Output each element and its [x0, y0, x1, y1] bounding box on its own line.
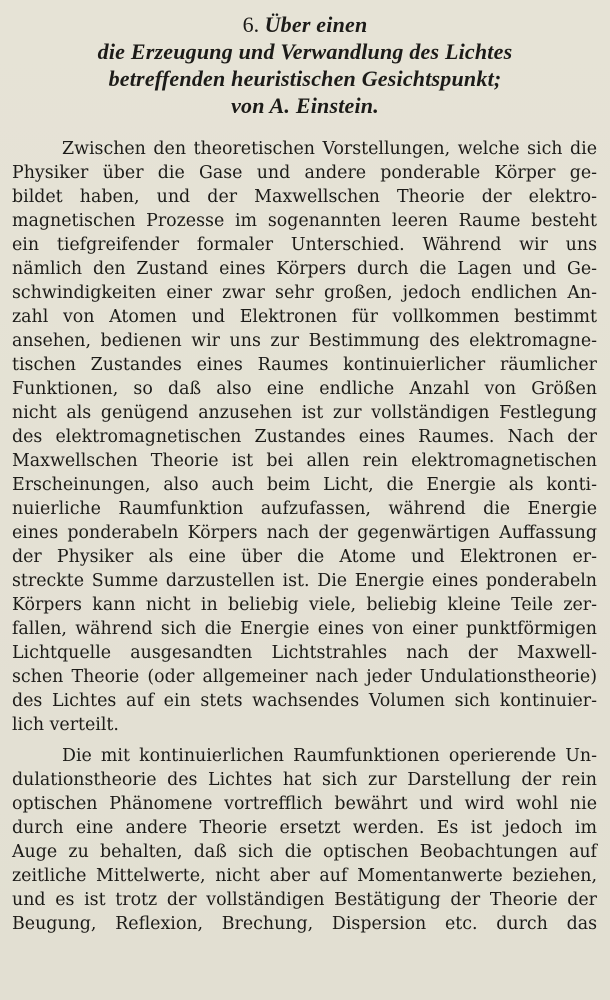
paragraph-1-line-22: Lichtquelle ausgesandten Lichtstrahles nach der Maxwell- — [12, 643, 597, 663]
paragraph-1-line-7: schwindigkeiten einer zwar sehr großen, jedoch endlichen An- — [12, 283, 597, 303]
paragraph-1-line-2: Physiker über die Gase und andere ponderable Körper ge- — [12, 163, 597, 183]
article-title-line-1: Über einen — [264, 12, 368, 37]
paragraph-1-line-20: Körpers kann nicht in beliebig viele, beliebig kleine Teile zer- — [12, 595, 597, 615]
article-author: von A. Einstein. — [231, 93, 379, 118]
paragraph-2-line-2: dulationstheorie des Lichtes hat sich zur Darstellung der rein — [12, 770, 597, 790]
article-heading-line-3 — [0, 68, 610, 90]
paragraph-2-line-4: durch eine andere Theorie ersetzt werden. Es ist jedoch im — [12, 818, 597, 838]
paragraph-1-line-4: magnetischen Prozesse im sogenannten leeren Raume besteht — [12, 211, 597, 231]
paragraph-1-line-15: Erscheinungen, also auch beim Licht, die Energie als konti- — [12, 475, 597, 495]
paragraph-1-line-9: ansehen, bedienen wir uns zur Bestimmung des elektromagne- — [12, 331, 597, 351]
article-number: 6. — [242, 12, 260, 37]
article-title-line-3: betreffenden heuristischen Gesichtspunkt; — [108, 66, 502, 91]
paragraph-1-line-5: ein tiefgreifender formaler Unterschied. Während wir uns — [12, 235, 597, 255]
paragraph-2-line-8: Beugung, Reflexion, Brechung, Dispersion etc. durch das — [12, 914, 597, 934]
paragraph-2-line-7: und es ist trotz der vollständigen Bestätigung der Theorie der — [12, 890, 597, 910]
paragraph-1-line-6: nämlich den Zustand eines Körpers durch die Lagen und Ge- — [12, 259, 597, 279]
paragraph-1-line-3 — [12, 186, 597, 208]
article-heading-line-2 — [0, 41, 610, 63]
paragraph-1-line-1: Zwischen den theoretischen Vorstellungen, welche sich die — [62, 139, 597, 159]
paragraph-1-line-13: des elektromagnetischen Zustandes eines Raumes. Nach der — [12, 427, 597, 447]
paragraph-2-line-3: optischen Phänomene vortrefflich bewährt und wird wohl nie — [12, 794, 597, 814]
paragraph-2-line-5: Auge zu behalten, daß sich die optischen Beobachtungen auf — [12, 842, 597, 862]
paragraph-1-line-17: eines ponderabeln Körpers nach der gegenwärtigen Auffassung — [12, 523, 597, 543]
article-title-line-2: die Erzeugung und Verwandlung des Lichtes — [97, 39, 513, 64]
paragraph-1-line-8: zahl von Atomen und Elektronen für vollkommen bestimmt — [12, 307, 597, 327]
paragraph-1-line-25: lich verteilt. — [12, 715, 119, 735]
paragraph-1-line-3-text: bildet haben, und der Maxwellschen Theorie der elektro- — [12, 187, 597, 207]
article-heading-line-4 — [0, 95, 610, 117]
paragraph-2-line-6: zeitliche Mittelwerte, nicht aber auf Momentanwerte beziehen, — [12, 866, 597, 886]
paragraph-1-line-19: streckte Summe darzustellen ist. Die Energie eines ponderabeln — [12, 571, 597, 591]
paragraph-1-line-14: Maxwellschen Theorie ist bei allen rein elektromagnetischen — [12, 451, 597, 471]
article-heading-line-1 — [0, 14, 610, 36]
paragraph-1-line-16: nuierliche Raumfunktion aufzufassen, während die Energie — [12, 499, 597, 519]
paragraph-1-line-10: tischen Zustandes eines Raumes kontinuierlicher räumlicher — [12, 355, 597, 375]
paragraph-1-line-23: schen Theorie (oder allgemeiner nach jeder Undulationstheorie) — [12, 667, 597, 687]
paragraph-1-line-24: des Lichtes auf ein stets wachsendes Volumen sich kontinuier- — [12, 691, 597, 711]
paragraph-2-line-1: Die mit kontinuierlichen Raumfunktionen operierende Un- — [62, 746, 597, 766]
paragraph-1-line-11: Funktionen, so daß also eine endliche Anzahl von Größen — [12, 379, 597, 399]
paragraph-1-line-12: nicht als genügend anzusehen ist zur vollständigen Festlegung — [12, 403, 597, 423]
paragraph-1-line-18: der Physiker als eine über die Atome und Elektronen er- — [12, 547, 597, 567]
paragraph-1-line-21: fallen, während sich die Energie eines von einer punktförmigen — [12, 619, 597, 639]
